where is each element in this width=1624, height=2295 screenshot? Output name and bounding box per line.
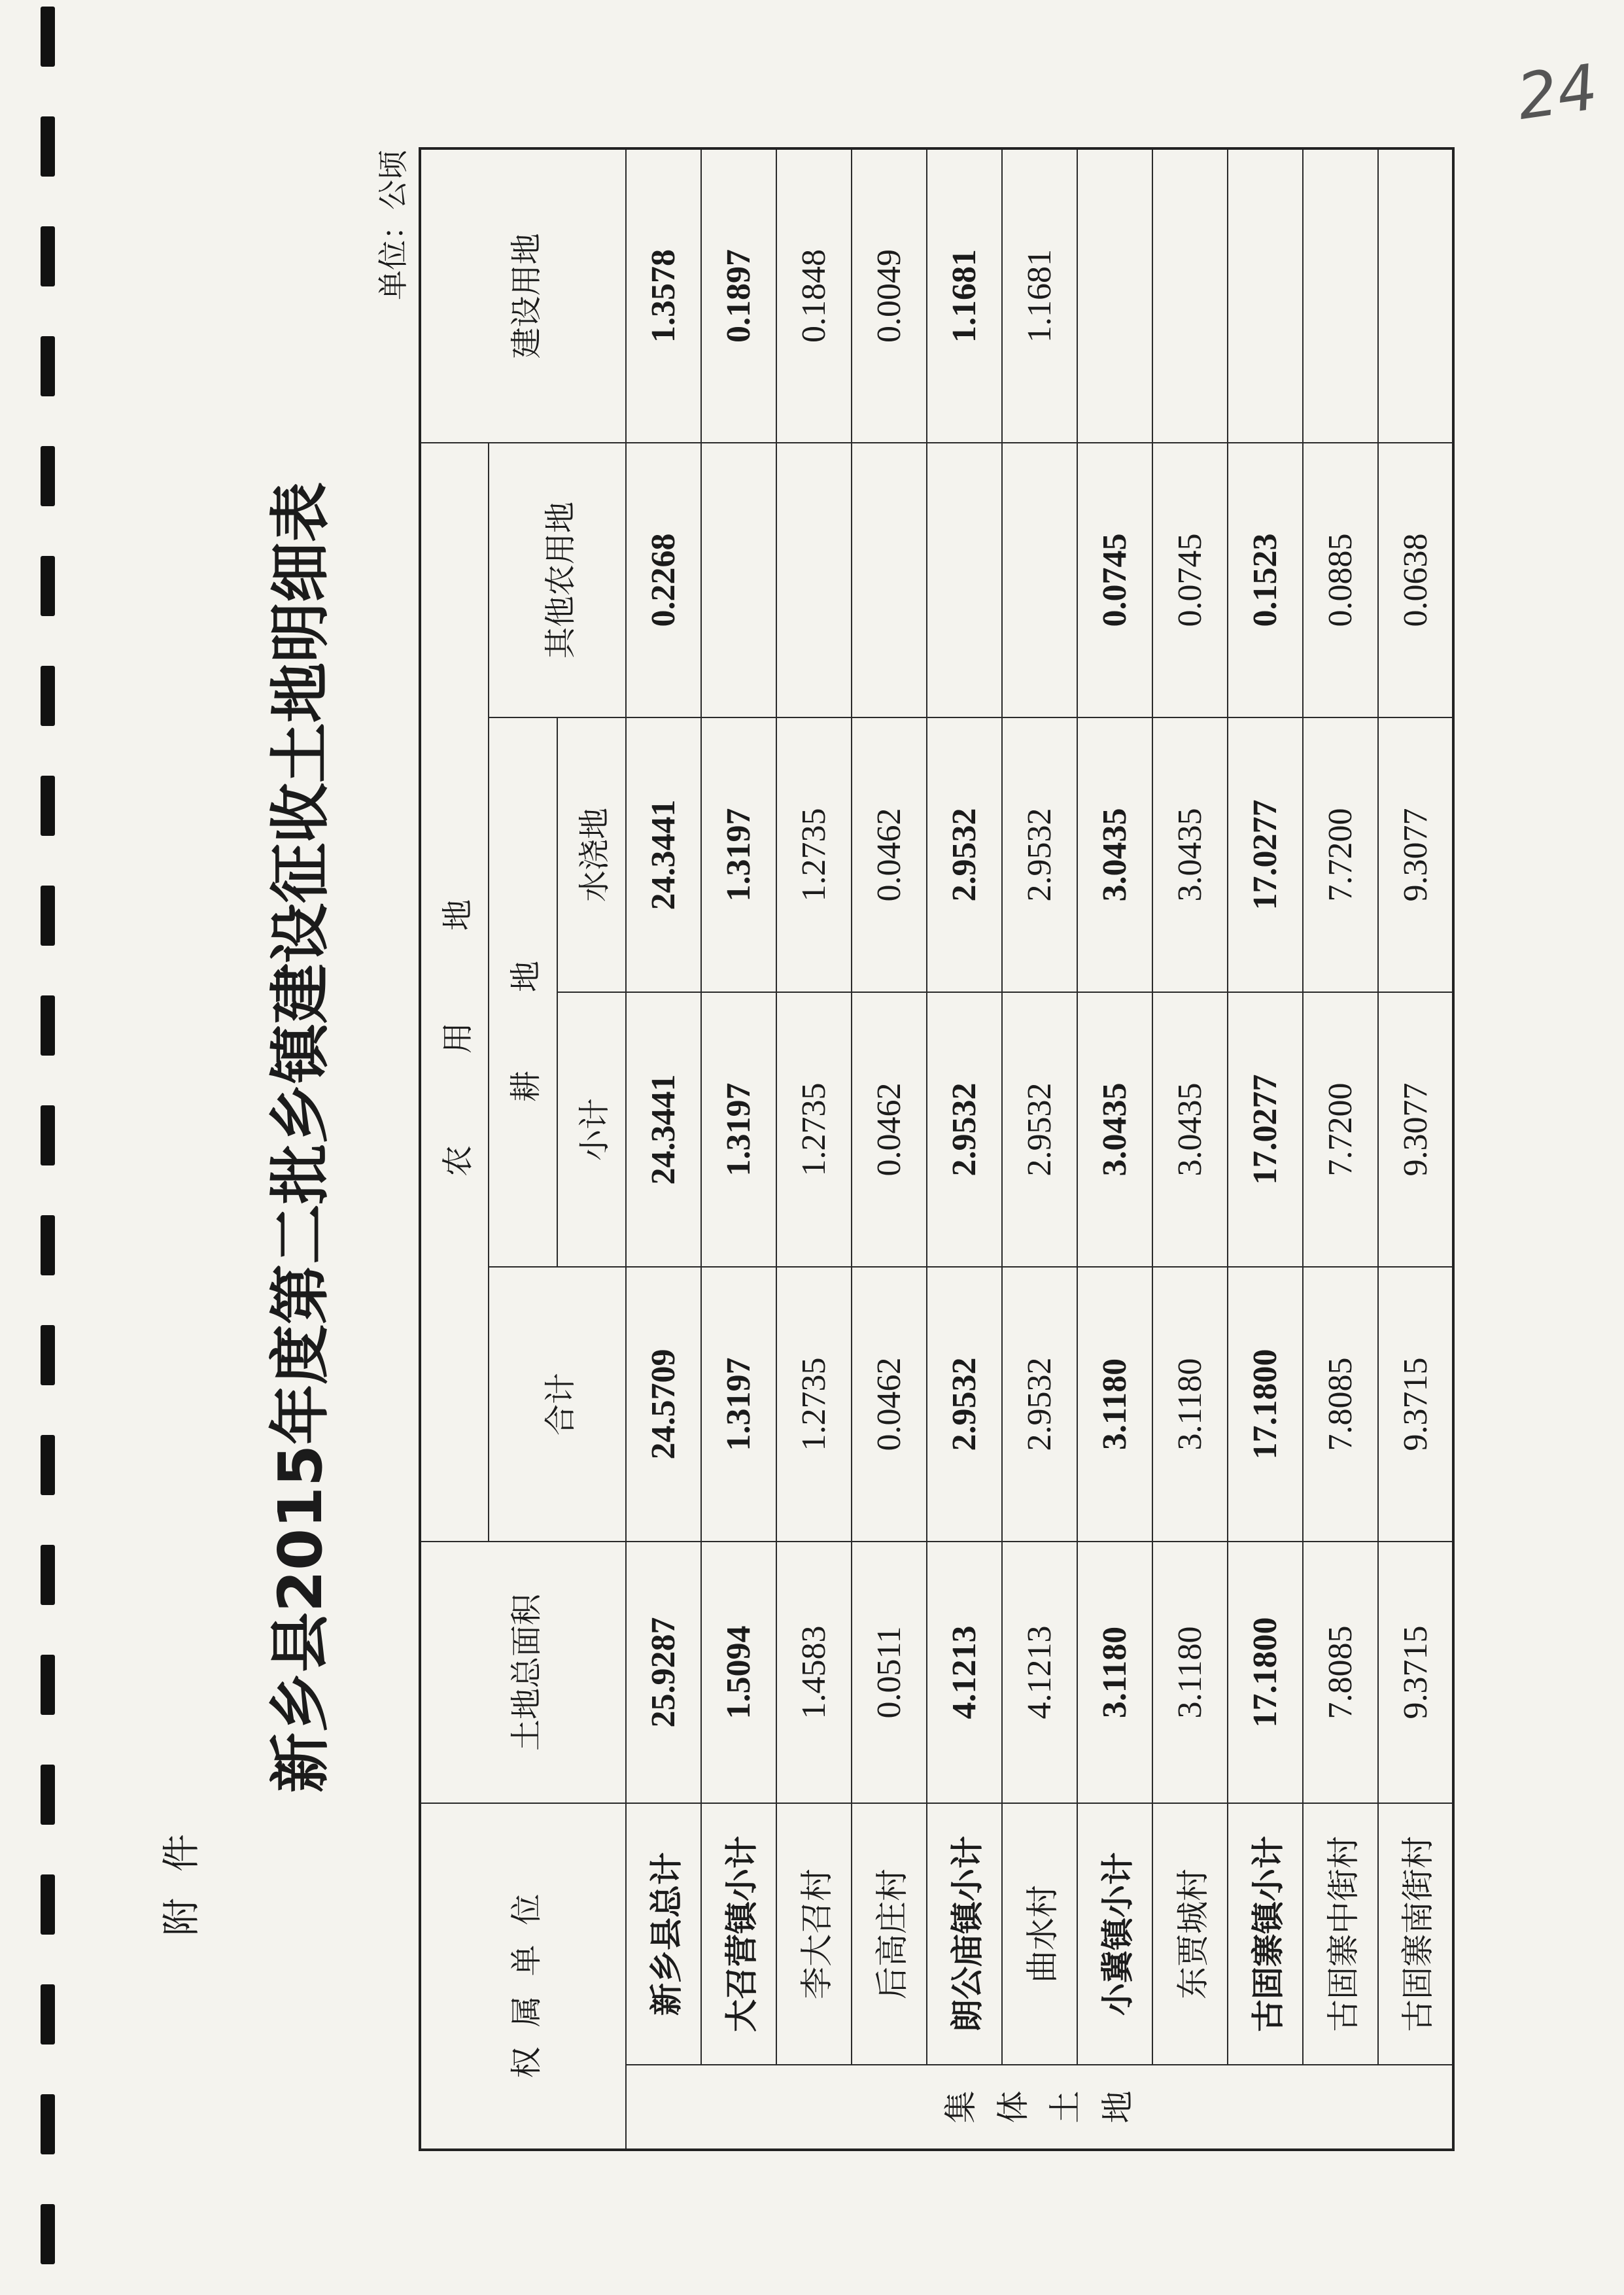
cell-agri-total: 7.8085 — [1303, 1267, 1378, 1542]
punch-hole — [41, 776, 55, 836]
handwritten-page-number: 24 — [1512, 50, 1602, 134]
punch-hole — [41, 1215, 55, 1275]
cell-irrigated: 9.3077 — [1378, 717, 1453, 992]
cell-cultivated-subtotal: 0.0462 — [852, 992, 927, 1267]
cell-construction — [1228, 148, 1303, 443]
cell-other-agri — [852, 443, 927, 717]
cell-cultivated-subtotal: 24.3441 — [626, 992, 701, 1267]
cell-agri-total: 1.3197 — [701, 1267, 776, 1542]
cell-owner: 朗公庙镇小计 — [927, 1803, 1002, 2065]
punch-hole — [41, 2204, 55, 2264]
cell-owner: 古固寨南街村 — [1378, 1803, 1453, 2065]
cell-agri-total: 24.5709 — [626, 1267, 701, 1542]
cell-total-area: 25.9287 — [626, 1542, 701, 1803]
cell-agri-total: 0.0462 — [852, 1267, 927, 1542]
table-row — [1378, 148, 1453, 2150]
cell-construction: 0.1848 — [776, 148, 852, 443]
cell-other-agri: 0.1523 — [1228, 443, 1303, 717]
cell-cultivated-subtotal: 17.0277 — [1228, 992, 1303, 1267]
cell-construction — [1152, 148, 1228, 443]
cell-cultivated-subtotal: 1.2735 — [776, 992, 852, 1267]
cell-irrigated: 1.2735 — [776, 717, 852, 992]
cell-total-area: 0.0511 — [852, 1542, 927, 1803]
collective-land-char: 地 — [1099, 2090, 1137, 2124]
cell-owner: 新乡县总计 — [626, 1803, 701, 2065]
cell-owner: 东贾城村 — [1152, 1803, 1228, 2065]
cell-total-area: 17.1800 — [1228, 1542, 1303, 1803]
cell-other-agri: 0.0638 — [1378, 443, 1453, 717]
punch-hole — [41, 1765, 55, 1825]
table-body — [626, 148, 1453, 2150]
cell-construction: 0.1897 — [701, 148, 776, 443]
cell-other-agri: 0.2268 — [626, 443, 701, 717]
cell-construction — [1303, 148, 1378, 443]
cell-total-area: 4.1213 — [927, 1542, 1002, 1803]
binding-punch-marks — [41, 0, 60, 2295]
cell-construction — [1378, 148, 1453, 443]
punch-hole — [41, 116, 55, 177]
table-row — [626, 148, 701, 2150]
cell-owner: 小冀镇小计 — [1077, 1803, 1152, 2065]
cell-agri-total: 3.1180 — [1152, 1267, 1228, 1542]
cell-agri-total: 17.1800 — [1228, 1267, 1303, 1542]
collective-land-char: 土 — [1046, 2090, 1084, 2124]
punch-hole — [41, 886, 55, 946]
cell-agri-total: 2.9532 — [927, 1267, 1002, 1542]
cell-other-agri — [1002, 443, 1077, 717]
attachment-label: 附件 — [159, 1807, 203, 1936]
cell-cultivated-subtotal: 7.7200 — [1303, 992, 1378, 1267]
punch-hole — [41, 1655, 55, 1715]
cell-other-agri — [927, 443, 1002, 717]
cell-construction: 1.3578 — [626, 148, 701, 443]
punch-hole — [41, 2094, 55, 2154]
cell-other-agri: 0.0745 — [1152, 443, 1228, 717]
table-row — [1228, 148, 1303, 2150]
cell-construction — [1077, 148, 1152, 443]
punch-hole — [41, 226, 55, 286]
cell-irrigated: 3.0435 — [1077, 717, 1152, 992]
punch-hole — [41, 666, 55, 726]
punch-hole — [41, 1874, 55, 1935]
cell-agri-total: 1.2735 — [776, 1267, 852, 1542]
cell-owner: 李大召村 — [776, 1803, 852, 2065]
cell-total-area: 9.3715 — [1378, 1542, 1453, 1803]
header-cultivated-land: 耕地 — [489, 717, 557, 1267]
cell-agri-total: 3.1180 — [1077, 1267, 1152, 1542]
cell-irrigated: 17.0277 — [1228, 717, 1303, 992]
cell-construction: 1.1681 — [927, 148, 1002, 443]
header-cultivated-subtotal: 小计 — [557, 992, 626, 1267]
header-agri-total: 合计 — [489, 1267, 626, 1542]
table-row — [1002, 148, 1077, 2150]
punch-hole — [41, 995, 55, 1056]
rotated-table-block — [242, 124, 1550, 2151]
cell-agri-total: 2.9532 — [1002, 1267, 1077, 1542]
cell-cultivated-subtotal: 9.3077 — [1378, 992, 1453, 1267]
table-row — [701, 148, 776, 2150]
table-row — [1152, 148, 1228, 2150]
cell-total-area: 7.8085 — [1303, 1542, 1378, 1803]
header-other-agri-land: 其他农用地 — [489, 443, 626, 717]
cell-owner: 曲水村 — [1002, 1803, 1077, 2065]
cell-cultivated-subtotal: 2.9532 — [927, 992, 1002, 1267]
header-owner-unit: 权属单位 — [420, 1803, 626, 2150]
cell-other-agri: 0.0745 — [1077, 443, 1152, 717]
cell-irrigated: 3.0435 — [1152, 717, 1228, 992]
punch-hole — [41, 1984, 55, 2045]
cell-other-agri — [701, 443, 776, 717]
cell-total-area: 1.5094 — [701, 1542, 776, 1803]
header-construction-land: 建设用地 — [420, 148, 626, 443]
table-row — [927, 148, 1002, 2150]
punch-hole — [41, 556, 55, 616]
collective-land-char: 集 — [942, 2090, 980, 2124]
cell-cultivated-subtotal: 3.0435 — [1077, 992, 1152, 1267]
cell-owner: 后高庄村 — [852, 1803, 927, 2065]
cell-irrigated: 0.0462 — [852, 717, 927, 992]
cell-construction: 1.1681 — [1002, 148, 1077, 443]
table-row — [852, 148, 927, 2150]
document-title: 新乡县2015年度第二批乡镇建设征收土地明细表 — [266, 481, 336, 1793]
punch-hole — [41, 336, 55, 396]
cell-agri-total: 9.3715 — [1378, 1267, 1453, 1542]
table-row — [1077, 148, 1152, 2150]
punch-hole — [41, 1435, 55, 1495]
table-row — [1303, 148, 1378, 2150]
header-total-area: 土地总面积 — [420, 1542, 626, 1803]
unit-label: 单位：公顷 — [375, 150, 411, 300]
collective-land-char: 体 — [994, 2090, 1032, 2124]
cell-construction: 0.0049 — [852, 148, 927, 443]
cell-irrigated: 2.9532 — [1002, 717, 1077, 992]
cell-irrigated: 1.3197 — [701, 717, 776, 992]
cell-total-area: 3.1180 — [1152, 1542, 1228, 1803]
cell-owner: 古固寨中街村 — [1303, 1803, 1378, 2065]
cell-total-area: 3.1180 — [1077, 1542, 1152, 1803]
cell-cultivated-subtotal: 2.9532 — [1002, 992, 1077, 1267]
land-acquisition-table — [419, 147, 1455, 2151]
cell-total-area: 4.1213 — [1002, 1542, 1077, 1803]
cell-owner: 大召营镇小计 — [701, 1803, 776, 2065]
punch-hole — [41, 446, 55, 506]
cell-other-agri — [776, 443, 852, 717]
punch-hole — [41, 1325, 55, 1385]
cell-total-area: 1.4583 — [776, 1542, 852, 1803]
header-agricultural-land: 农用地 — [420, 443, 489, 1542]
punch-hole — [41, 7, 55, 67]
cell-other-agri: 0.0885 — [1303, 443, 1378, 717]
cell-cultivated-subtotal: 1.3197 — [701, 992, 776, 1267]
table-row — [776, 148, 852, 2150]
cell-irrigated: 24.3441 — [626, 717, 701, 992]
cell-irrigated: 2.9532 — [927, 717, 1002, 992]
punch-hole — [41, 1105, 55, 1165]
punch-hole — [41, 1545, 55, 1605]
cell-irrigated: 7.7200 — [1303, 717, 1378, 992]
cell-owner: 古固寨镇小计 — [1228, 1803, 1303, 2065]
header-irrigated-land: 水浇地 — [557, 717, 626, 992]
cell-cultivated-subtotal: 3.0435 — [1152, 992, 1228, 1267]
collective-land-label — [626, 2065, 1453, 2150]
